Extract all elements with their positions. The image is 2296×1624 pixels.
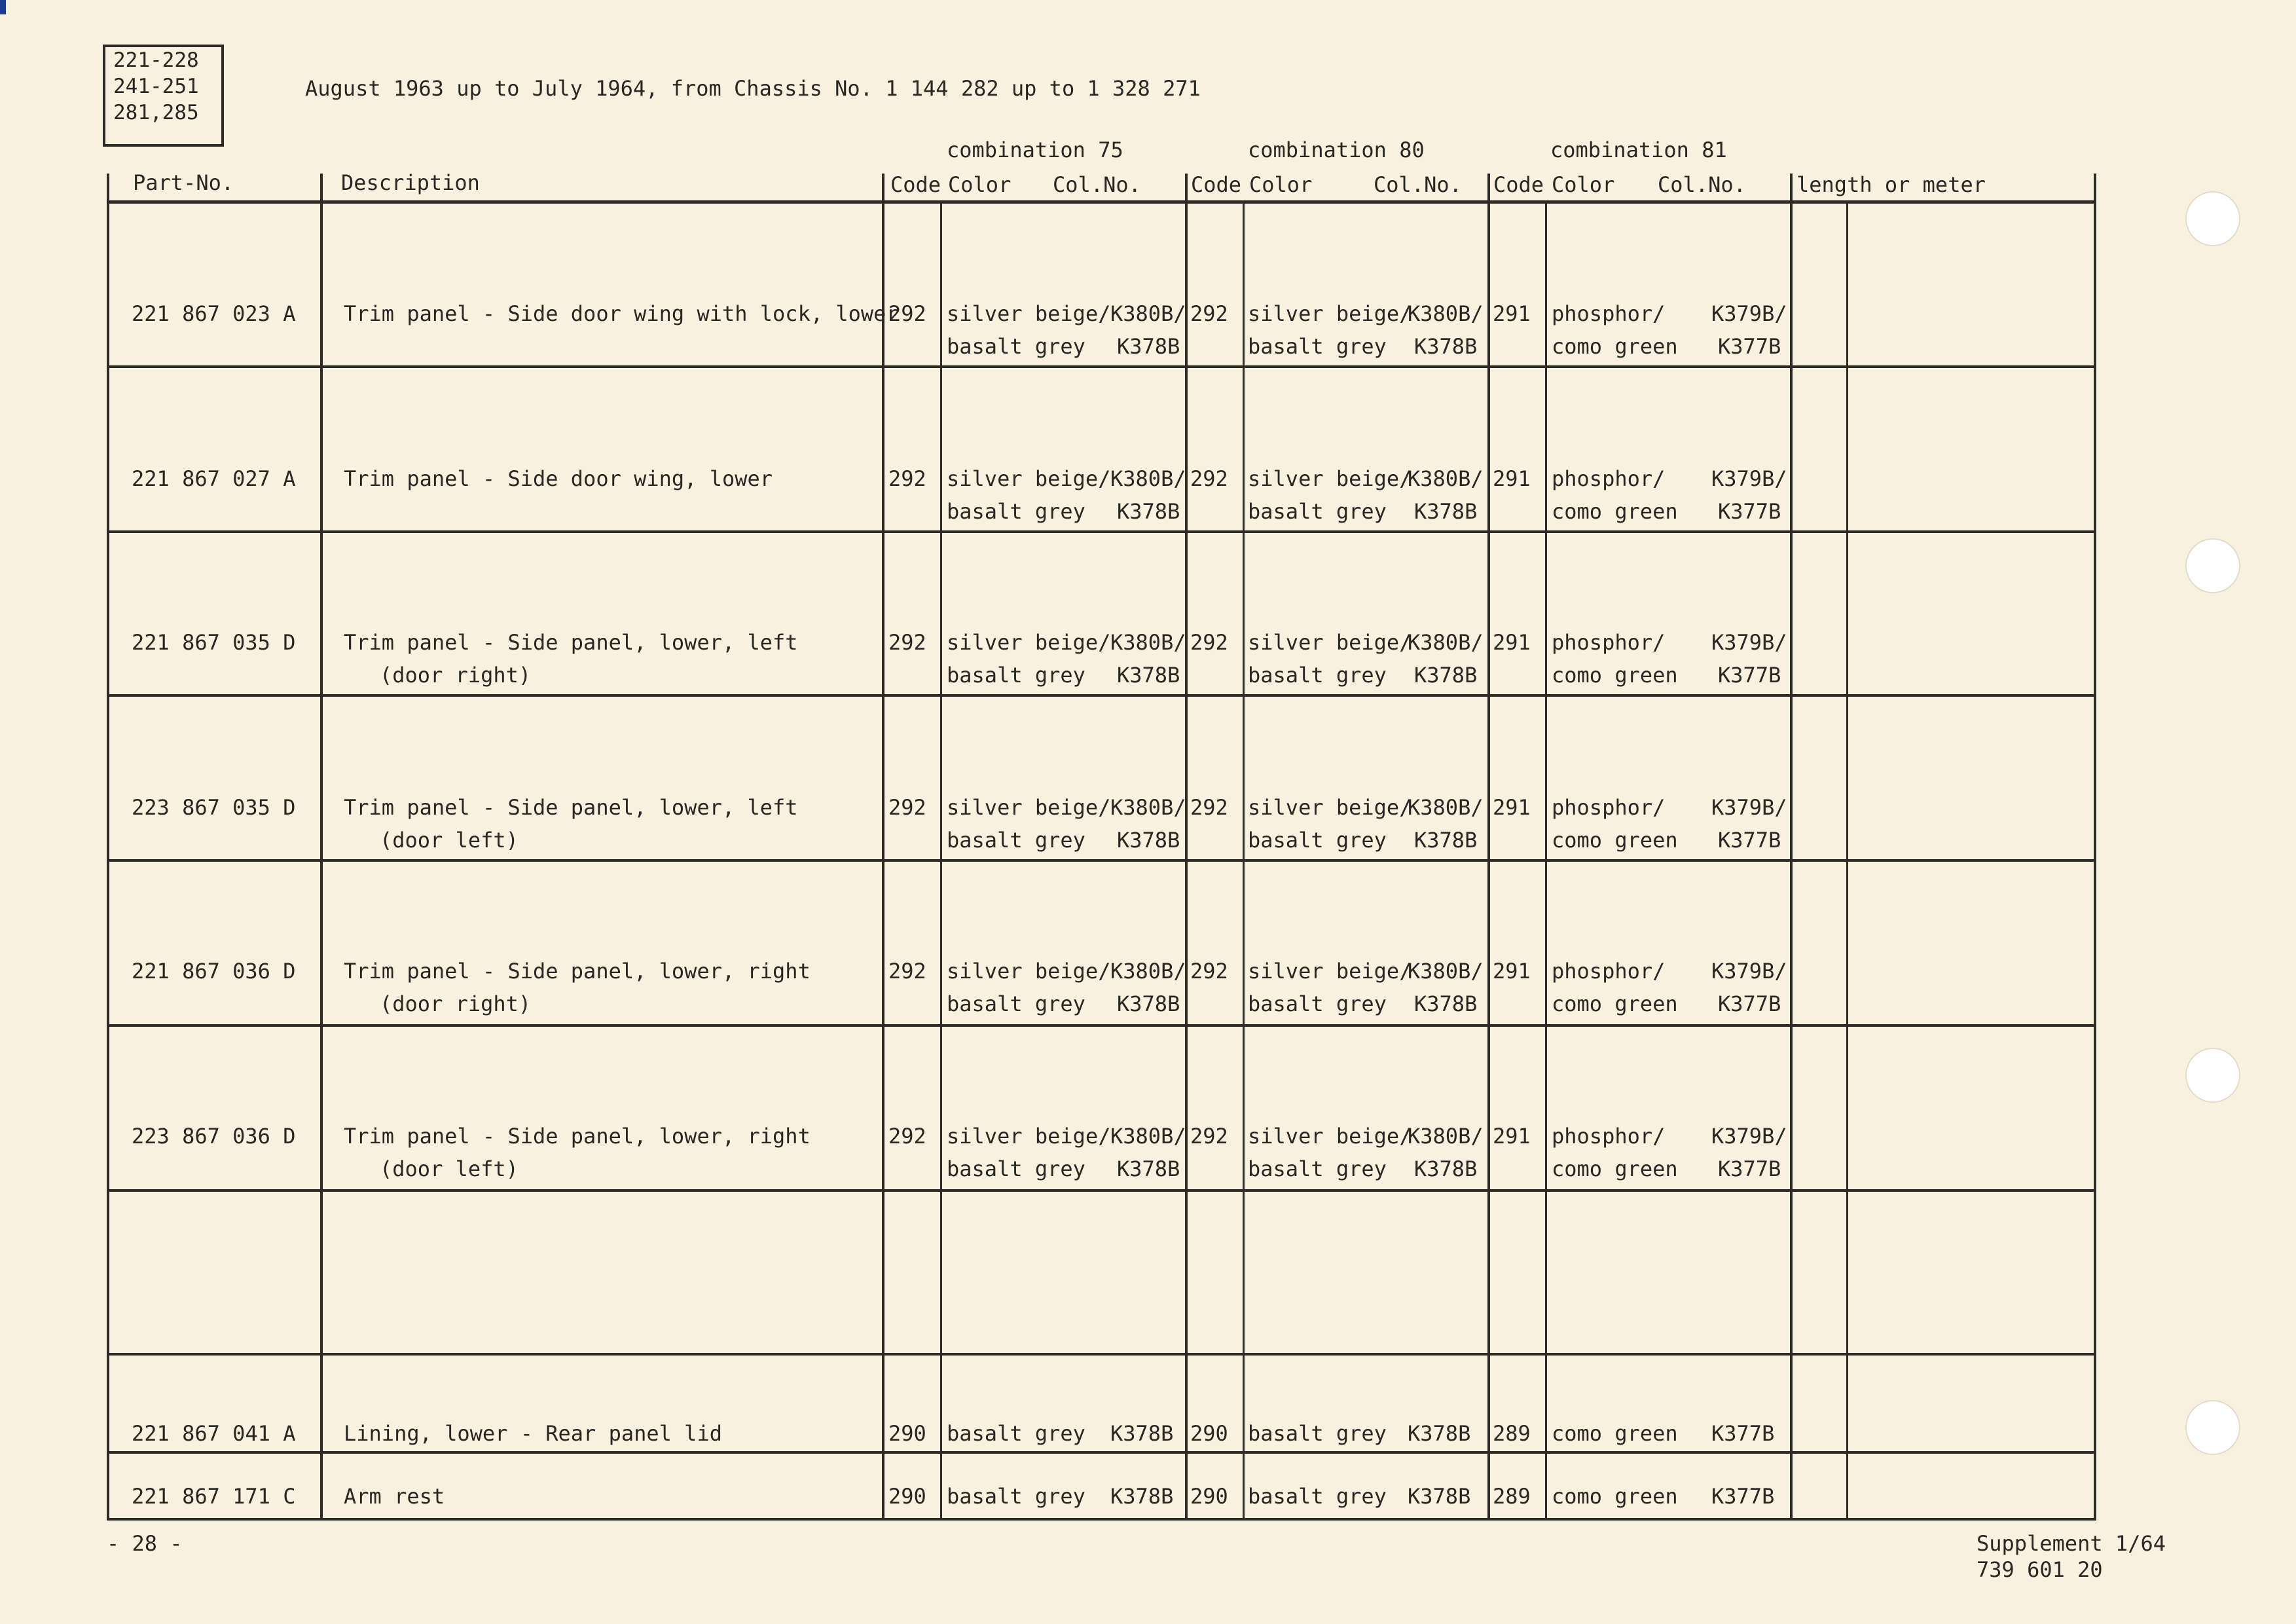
color-code: 289: [1493, 1421, 1531, 1446]
row-divider: [107, 1189, 2096, 1192]
color-code: 292: [888, 466, 926, 491]
model-range-line: 281,285: [113, 101, 199, 124]
column-rule: [1487, 200, 1490, 1521]
color-number: K378B: [1414, 663, 1478, 688]
part-no-heading: Part-No.: [133, 170, 234, 195]
color-name: silver beige/: [1248, 301, 1412, 326]
description-line: Trim panel - Side panel, lower, left: [344, 795, 798, 820]
color-code: 290: [888, 1421, 926, 1446]
color-number: K378B: [1110, 1484, 1174, 1509]
color-name: basalt grey: [1248, 1156, 1387, 1181]
color-number: K378B: [1117, 828, 1180, 853]
color-number: K380B/: [1408, 795, 1484, 820]
row-divider: [107, 530, 2096, 533]
color-code: 291: [1493, 301, 1531, 326]
part-number: 223 867 036 D: [132, 1124, 296, 1149]
column-rule: [940, 200, 942, 1521]
color-number: K380B/: [1110, 795, 1186, 820]
color-number: K379B/: [1711, 1124, 1787, 1149]
heading-tick: [320, 174, 323, 202]
color-name: como green: [1552, 334, 1678, 359]
color-number: K377B: [1718, 1156, 1781, 1181]
color-code: 290: [1190, 1421, 1228, 1446]
color-name: phosphor/: [1552, 959, 1666, 984]
heading-tick: [882, 174, 884, 202]
header-note: August 1963 up to July 1964, from Chassis No. 1 144 282 up to 1 328 271: [305, 76, 1201, 101]
color-name: como green: [1552, 991, 1678, 1016]
color-number: K380B/: [1408, 301, 1484, 326]
color-code: 292: [888, 1124, 926, 1149]
color-code: 290: [888, 1484, 926, 1509]
code-heading: Code: [890, 172, 941, 197]
column-rule: [2094, 200, 2096, 1521]
color-heading: Color: [948, 172, 1011, 197]
column-rule: [1790, 200, 1793, 1521]
color-number: K379B/: [1711, 959, 1787, 984]
color-code: 291: [1493, 795, 1531, 820]
color-number: K380B/: [1110, 466, 1186, 491]
color-number: K380B/: [1110, 1124, 1186, 1149]
color-number: K377B: [1718, 828, 1781, 853]
description-line: Lining, lower - Rear panel lid: [344, 1421, 722, 1446]
color-name: phosphor/: [1552, 301, 1666, 326]
color-number: K379B/: [1711, 466, 1787, 491]
color-number: K378B: [1414, 828, 1478, 853]
color-code: 292: [888, 301, 926, 326]
colno-heading: Col.No.: [1374, 172, 1462, 197]
color-name: phosphor/: [1552, 795, 1666, 820]
description-line: Trim panel - Side panel, lower, right: [344, 1124, 811, 1149]
column-rule: [320, 200, 323, 1521]
supplement-label: Supplement 1/64: [1977, 1531, 2166, 1556]
combination-75-heading: combination 75: [947, 138, 1123, 162]
heading-tick: [107, 174, 109, 202]
heading-tick: [1790, 174, 1793, 202]
color-number: K377B: [1711, 1421, 1775, 1446]
code-heading: Code: [1493, 172, 1544, 197]
description-line: (door right): [380, 991, 532, 1016]
model-range-box: [103, 45, 224, 147]
colno-heading: Col.No.: [1658, 172, 1746, 197]
part-number: 223 867 035 D: [132, 795, 296, 820]
color-name: silver beige/: [1248, 466, 1412, 491]
color-name: basalt grey: [1248, 334, 1387, 359]
combination-80-heading: combination 80: [1248, 138, 1425, 162]
color-name: basalt grey: [947, 499, 1085, 524]
color-number: K377B: [1718, 499, 1781, 524]
row-divider: [107, 365, 2096, 368]
color-heading: Color: [1249, 172, 1313, 197]
color-code: 291: [1493, 466, 1531, 491]
color-name: basalt grey: [947, 1156, 1085, 1181]
description-line: Trim panel - Side panel, lower, left: [344, 630, 798, 655]
color-number: K378B: [1117, 991, 1180, 1016]
color-number: K377B: [1718, 334, 1781, 359]
color-number: K377B: [1711, 1484, 1775, 1509]
color-code: 292: [1190, 795, 1228, 820]
color-name: silver beige/: [947, 301, 1111, 326]
color-name: como green: [1552, 1156, 1678, 1181]
page-number: - 28 -: [107, 1531, 183, 1556]
description-line: Trim panel - Side door wing, lower: [344, 466, 773, 491]
color-code: 292: [888, 959, 926, 984]
color-heading: Color: [1552, 172, 1615, 197]
color-name: silver beige/: [1248, 959, 1412, 984]
description-line: Trim panel - Side door wing with lock, lower: [344, 301, 899, 326]
color-number: K378B: [1117, 334, 1180, 359]
row-divider: [107, 859, 2096, 862]
color-name: como green: [1552, 663, 1678, 688]
model-range-line: 241-251: [113, 75, 199, 98]
length-heading: length or meter: [1796, 172, 1986, 197]
color-name: silver beige/: [1248, 795, 1412, 820]
color-code: 292: [1190, 1124, 1228, 1149]
color-number: K377B: [1718, 991, 1781, 1016]
color-name: basalt grey: [947, 1484, 1085, 1509]
color-name: silver beige/: [947, 466, 1111, 491]
color-name: como green: [1552, 499, 1678, 524]
heading-tick: [1487, 174, 1490, 202]
color-number: K378B: [1414, 334, 1478, 359]
color-number: K378B: [1117, 663, 1180, 688]
colno-heading: Col.No.: [1053, 172, 1141, 197]
color-name: silver beige/: [947, 795, 1111, 820]
combination-81-heading: combination 81: [1550, 138, 1727, 162]
color-number: K378B: [1117, 499, 1180, 524]
binder-hole: [2185, 191, 2240, 246]
color-name: basalt grey: [947, 1421, 1085, 1446]
binder-hole: [2185, 1048, 2240, 1103]
color-name: phosphor/: [1552, 1124, 1666, 1149]
color-code: 292: [888, 630, 926, 655]
column-rule: [882, 200, 884, 1521]
description-line: (door right): [380, 663, 532, 688]
color-name: basalt grey: [1248, 499, 1387, 524]
color-code: 292: [888, 795, 926, 820]
color-name: silver beige/: [1248, 1124, 1412, 1149]
color-number: K378B: [1408, 1484, 1471, 1509]
color-name: como green: [1552, 1421, 1678, 1446]
color-name: phosphor/: [1552, 466, 1666, 491]
color-number: K378B: [1408, 1421, 1471, 1446]
row-divider: [107, 694, 2096, 697]
table-top-rule: [107, 200, 2096, 204]
color-number: K378B: [1117, 1156, 1180, 1181]
column-rule: [1846, 200, 1848, 1521]
description-heading: Description: [341, 170, 480, 195]
color-code: 291: [1493, 1124, 1531, 1149]
color-code: 292: [1190, 959, 1228, 984]
color-name: silver beige/: [947, 630, 1111, 655]
color-number: K380B/: [1408, 466, 1484, 491]
color-code: 291: [1493, 959, 1531, 984]
color-number: K377B: [1718, 663, 1781, 688]
part-number: 221 867 041 A: [132, 1421, 296, 1446]
color-number: K380B/: [1408, 630, 1484, 655]
color-name: silver beige/: [1248, 630, 1412, 655]
part-number: 221 867 171 C: [132, 1484, 296, 1509]
description-line: Arm rest: [344, 1484, 445, 1509]
color-number: K379B/: [1711, 795, 1787, 820]
row-divider: [107, 1451, 2096, 1454]
color-name: basalt grey: [1248, 991, 1387, 1016]
color-number: K378B: [1414, 991, 1478, 1016]
color-code: 290: [1190, 1484, 1228, 1509]
color-name: basalt grey: [947, 663, 1085, 688]
color-name: basalt grey: [947, 991, 1085, 1016]
column-rule: [107, 200, 109, 1521]
color-name: basalt grey: [947, 334, 1085, 359]
color-number: K378B: [1414, 499, 1478, 524]
description-line: Trim panel - Side panel, lower, right: [344, 959, 811, 984]
heading-tick: [1185, 174, 1188, 202]
color-number: K380B/: [1110, 301, 1186, 326]
color-number: K379B/: [1711, 301, 1787, 326]
color-number: K378B: [1110, 1421, 1174, 1446]
part-number: 221 867 036 D: [132, 959, 296, 984]
row-divider: [107, 1024, 2096, 1027]
color-code: 292: [1190, 630, 1228, 655]
heading-tick: [2094, 174, 2096, 202]
table-bottom-rule: [107, 1518, 2096, 1521]
code-heading: Code: [1191, 172, 1242, 197]
color-name: silver beige/: [947, 959, 1111, 984]
color-number: K378B: [1414, 1156, 1478, 1181]
column-rule: [1545, 200, 1547, 1521]
description-line: (door left): [380, 1156, 519, 1181]
color-name: basalt grey: [1248, 1484, 1387, 1509]
part-number: 221 867 023 A: [132, 301, 296, 326]
binder-hole: [2185, 1400, 2240, 1455]
color-number: K380B/: [1110, 630, 1186, 655]
color-code: 292: [1190, 466, 1228, 491]
color-name: basalt grey: [1248, 663, 1387, 688]
column-rule: [1185, 200, 1188, 1521]
color-name: como green: [1552, 828, 1678, 853]
color-name: basalt grey: [1248, 1421, 1387, 1446]
color-name: silver beige/: [947, 1124, 1111, 1149]
color-number: K379B/: [1711, 630, 1787, 655]
scan-edge-mark: [0, 0, 6, 14]
color-code: 291: [1493, 630, 1531, 655]
color-name: phosphor/: [1552, 630, 1666, 655]
color-number: K380B/: [1408, 959, 1484, 984]
color-number: K380B/: [1110, 959, 1186, 984]
part-number: 221 867 027 A: [132, 466, 296, 491]
column-rule: [1243, 200, 1245, 1521]
color-name: como green: [1552, 1484, 1678, 1509]
binder-hole: [2185, 538, 2240, 593]
row-divider: [107, 1353, 2096, 1356]
color-code: 289: [1493, 1484, 1531, 1509]
color-name: basalt grey: [1248, 828, 1387, 853]
description-line: (door left): [380, 828, 519, 853]
model-range-line: 221-228: [113, 48, 199, 72]
color-code: 292: [1190, 301, 1228, 326]
color-number: K380B/: [1408, 1124, 1484, 1149]
part-number: 221 867 035 D: [132, 630, 296, 655]
document-number: 739 601 20: [1977, 1557, 2103, 1582]
color-name: basalt grey: [947, 828, 1085, 853]
